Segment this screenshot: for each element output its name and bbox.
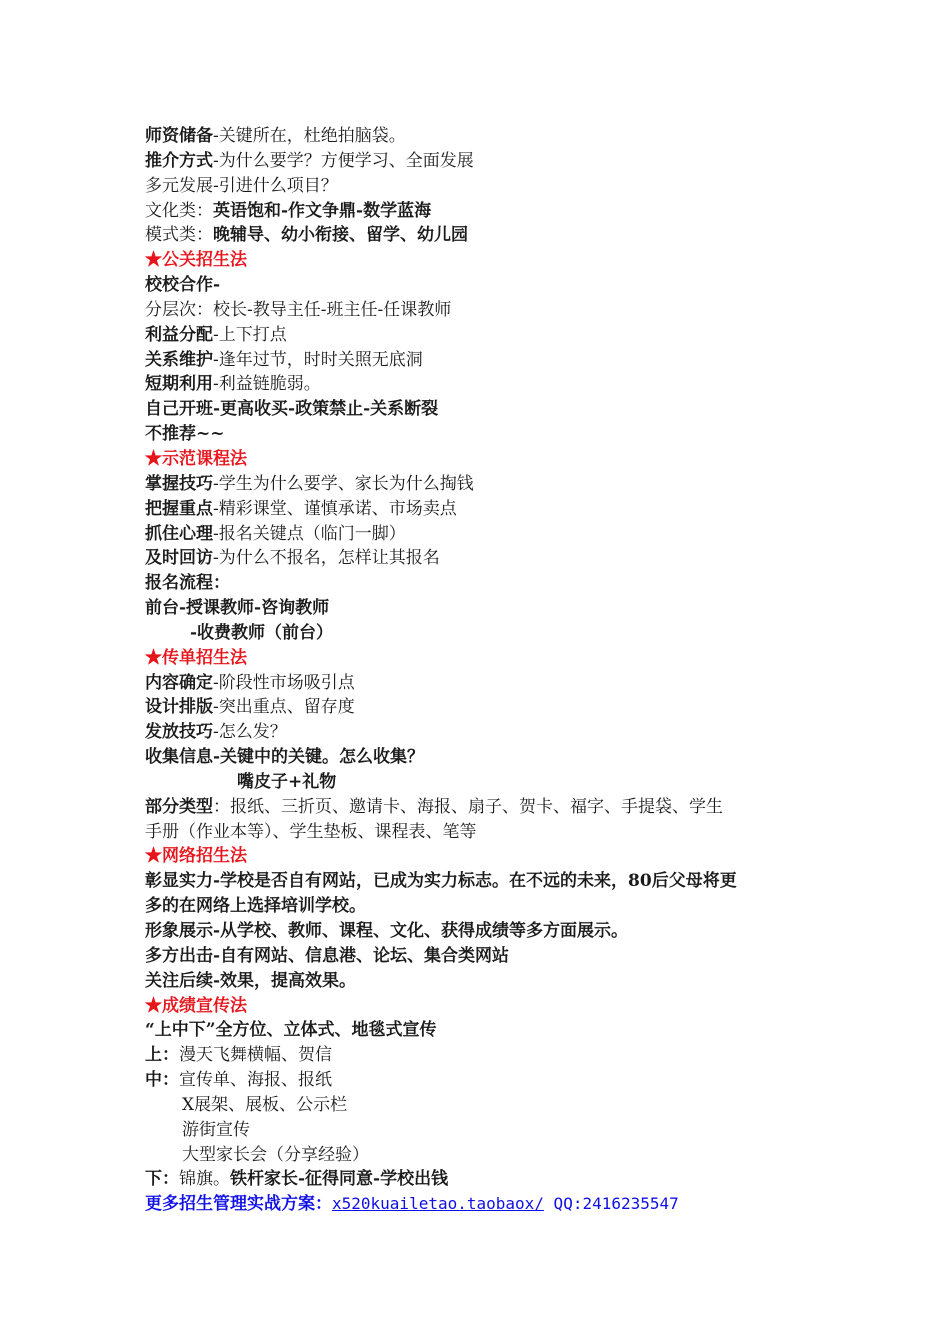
text-line — [145, 348, 825, 373]
line-text: -精彩课堂、谨慎承诺、市场卖点 — [213, 498, 457, 519]
line-key: 掌握技巧 — [145, 473, 213, 494]
text-line — [145, 969, 825, 994]
text-line — [145, 571, 825, 596]
line-text: -报名关键点（临门一脚） — [213, 523, 406, 544]
text-line — [145, 497, 825, 522]
text-line — [145, 298, 825, 323]
line-text: 锦旗。 — [179, 1169, 230, 1190]
line-key: 报名流程： — [145, 573, 230, 594]
line-key: 校校合作- — [145, 275, 221, 296]
text-line — [145, 472, 825, 497]
line-bold: 铁杆家长-征得同意-学校出钱 — [230, 1169, 449, 1190]
line-text: 多元发展-引进什么项目？ — [145, 175, 338, 196]
line-text: -为什么要学？方便学习、全面发展 — [213, 150, 474, 171]
line-key: 推介方式 — [145, 150, 213, 171]
document-body — [145, 124, 825, 1217]
line-text: -逢年过节，时时关照无底洞 — [213, 349, 423, 370]
line-text: 宣传单、海报、报纸 — [179, 1070, 332, 1091]
line-key: 短期利用 — [145, 374, 213, 395]
line-key: 部分类型 — [145, 796, 213, 817]
text-line — [145, 621, 825, 646]
line-key: 设计排版 — [145, 697, 213, 718]
footer-label: 更多招生管理实战方案： — [145, 1194, 332, 1215]
text-line — [145, 1143, 825, 1168]
text-line — [145, 397, 825, 422]
text-line — [145, 422, 825, 447]
line-text: -阶段性市场吸引点 — [213, 672, 355, 693]
line-text: 手册（作业本等）、学生垫板、课程表、笔等 — [145, 821, 477, 842]
line-text: 分层次：校长-教导主任-班主任-任课教师 — [145, 299, 452, 320]
line-text: -为什么不报名，怎样让其报名 — [213, 548, 440, 569]
line-key: 抓住心理 — [145, 523, 213, 544]
line-text: X展架、展板、公示栏 — [182, 1094, 348, 1115]
text-line — [145, 522, 825, 547]
text-line — [145, 199, 825, 224]
line-key: 自己开班-更高收买-政策禁止-关系断裂 — [145, 399, 439, 420]
footer-qq: QQ:2416235547 — [543, 1194, 679, 1214]
line-key: 多的在网络上选择培训学校。 — [145, 896, 366, 917]
text-line — [145, 1118, 825, 1143]
line-text: ：报纸、三折页、邀请卡、海报、扇子、贺卡、福字、手提袋、学生 — [213, 796, 723, 817]
line-text: -上下打点 — [213, 324, 287, 345]
line-key: 嘴皮子+礼物 — [237, 771, 337, 792]
text-line — [145, 720, 825, 745]
text-line — [145, 223, 825, 248]
line-key: 师资储备 — [145, 126, 213, 146]
text-line — [145, 894, 825, 919]
text-line — [145, 273, 825, 298]
text-line — [145, 1018, 825, 1043]
line-key: 彰显实力-学校是否自有网站，已成为实力标志。在不远的未来，80后父母将更 — [145, 871, 737, 892]
line-key: 下： — [145, 1169, 179, 1190]
text-line — [145, 770, 825, 795]
text-line — [145, 1043, 825, 1068]
line-key: 不推荐~~ — [145, 424, 225, 445]
line-text: -利益链脆弱。 — [213, 374, 321, 395]
line-label: 文化类： — [145, 200, 213, 221]
line-key: 及时回访 — [145, 548, 213, 569]
line-key: 关注后续-效果，提高效果。 — [145, 970, 357, 991]
line-key: 前台-授课教师-咨询教师 — [145, 598, 330, 619]
line-bold: 英语饱和-作文争鼎-数学蓝海 — [213, 200, 432, 221]
line-key: 发放技巧 — [145, 722, 213, 743]
text-line — [145, 795, 825, 820]
section-heading: ★示范课程法 — [145, 448, 247, 469]
section-heading: ★公关招生法 — [145, 250, 247, 271]
line-label: 模式类： — [145, 225, 213, 246]
line-key: 把握重点 — [145, 498, 213, 519]
line-text: -关键所在，杜绝拍脑袋。 — [213, 126, 406, 146]
text-line — [145, 671, 825, 696]
text-line — [145, 1167, 825, 1192]
line-bold: 晚辅导、幼小衔接、留学、幼儿园 — [213, 225, 468, 246]
text-line — [145, 745, 825, 770]
line-key: “上中下”全方位、立体式、地毯式宣传 — [145, 1020, 437, 1041]
line-key: 收集信息-关键中的关键。怎么收集？ — [145, 747, 425, 768]
line-key: 利益分配 — [145, 324, 213, 345]
text-line — [145, 919, 825, 944]
text-line — [145, 695, 825, 720]
line-key: 关系维护 — [145, 349, 213, 370]
text-line — [145, 944, 825, 969]
line-text: 游街宣传 — [182, 1119, 250, 1140]
text-line — [145, 1093, 825, 1118]
line-key: 内容确定 — [145, 672, 213, 693]
text-line — [145, 174, 825, 199]
text-line — [145, 149, 825, 174]
line-text: -突出重点、留存度 — [213, 697, 355, 718]
section-heading: ★网络招生法 — [145, 846, 247, 867]
line-key: 中： — [145, 1070, 179, 1091]
section-heading: ★传单招生法 — [145, 647, 247, 668]
text-line — [145, 1068, 825, 1093]
text-line — [145, 820, 825, 845]
line-key: 形象展示-从学校、教师、课程、文化、获得成绩等多方面展示。 — [145, 921, 629, 941]
footer-line — [145, 1192, 825, 1217]
text-line — [145, 546, 825, 571]
line-text: -怎么发？ — [213, 722, 287, 743]
text-line — [145, 323, 825, 348]
line-key: -收费教师（前台） — [190, 622, 334, 643]
section-heading: ★成绩宣传法 — [145, 995, 247, 1016]
footer-link[interactable]: x520kuailetao.taobaox/ — [332, 1194, 544, 1214]
text-line — [145, 869, 825, 894]
line-text: 大型家长会（分享经验） — [182, 1144, 369, 1165]
text-line — [145, 372, 825, 397]
line-key: 多方出击-自有网站、信息港、论坛、集合类网站 — [145, 945, 510, 966]
line-text: -学生为什么要学、家长为什么掏钱 — [213, 473, 474, 494]
line-text: 漫天飞舞横幅、贺信 — [179, 1045, 332, 1066]
text-line — [145, 124, 825, 149]
text-line — [145, 596, 825, 621]
line-key: 上： — [145, 1045, 179, 1066]
